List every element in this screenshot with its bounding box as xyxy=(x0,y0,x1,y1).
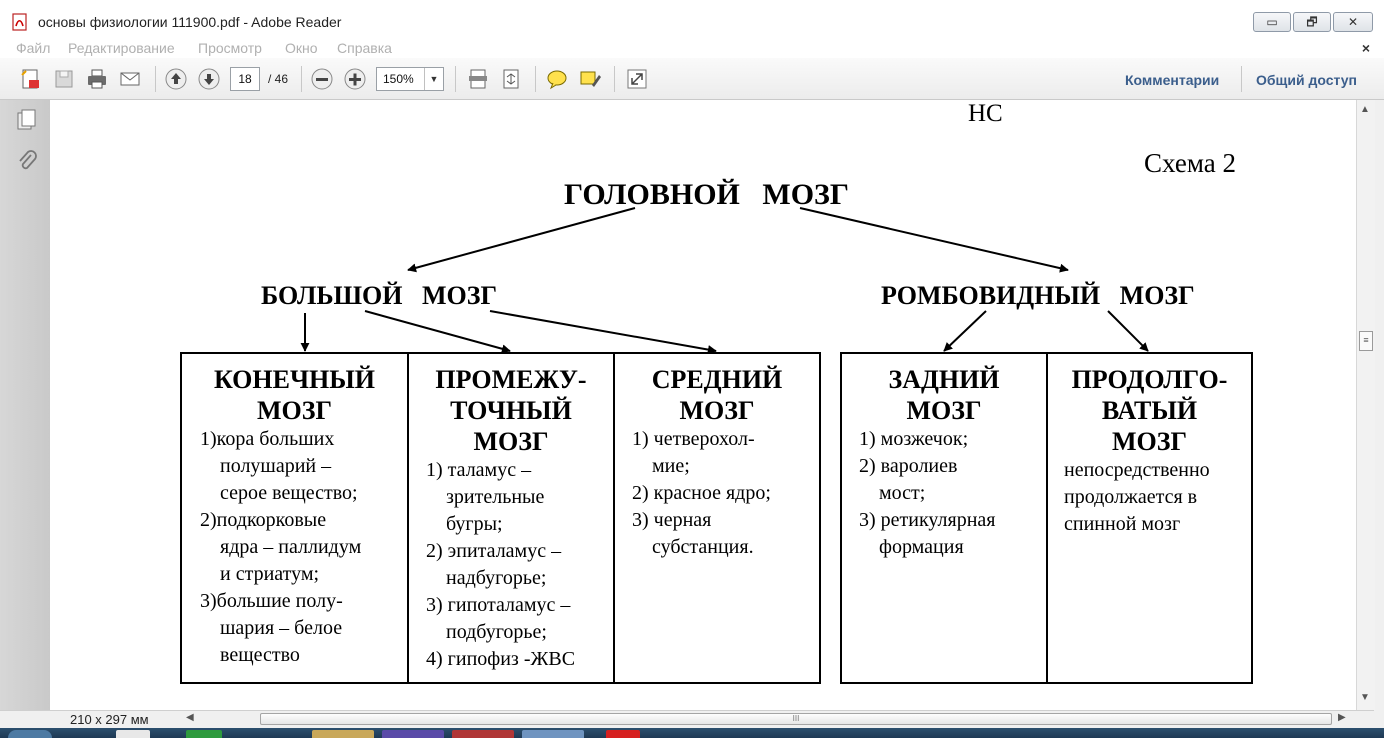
midbrain-text: 1) четверохол- мие; 2) красное ядро; 3) черная субстанция. xyxy=(632,428,771,558)
arrow-to-hindbrain xyxy=(944,311,986,351)
scroll-up-icon[interactable]: ▲ xyxy=(1360,104,1370,115)
arrow-to-medulla xyxy=(1108,311,1148,351)
zoom-out-icon[interactable] xyxy=(310,67,334,91)
fit-page-icon[interactable] xyxy=(499,67,523,91)
restore-button[interactable]: 🗗 xyxy=(1293,12,1331,32)
root-heading: ГОЛОВНОЙ МОЗГ xyxy=(564,178,849,211)
scroll-left-icon[interactable]: ◀ xyxy=(186,712,194,723)
menu-bar xyxy=(0,36,1384,58)
navigation-panel xyxy=(0,100,50,710)
arrow-to-cerebrum xyxy=(408,208,635,270)
adobe-reader-icon xyxy=(12,13,28,31)
diencephalon-title: ПРОМЕЖУ- ТОЧНЫЙ МОЗГ xyxy=(435,365,587,456)
title-bar xyxy=(0,0,1384,36)
scroll-thumb[interactable]: ≡ xyxy=(1359,331,1373,351)
hindbrain-title: ЗАДНИЙ МОЗГ xyxy=(888,365,1000,425)
taskbar-app[interactable] xyxy=(382,730,444,738)
taskbar-app[interactable] xyxy=(186,730,222,738)
arrow-to-rhombencephalon xyxy=(800,208,1068,270)
fit-width-icon[interactable] xyxy=(466,67,490,91)
taskbar xyxy=(0,728,1384,738)
page-number-input[interactable]: 18 xyxy=(230,67,260,91)
page-total: / 46 xyxy=(268,72,289,86)
close-button[interactable]: ✕ xyxy=(1333,12,1373,32)
menu-file[interactable]: Файл xyxy=(16,40,51,56)
arrow-to-diencephalon xyxy=(365,311,510,351)
medulla-title: ПРОДОЛГО- ВАТЫЙ МОЗГ xyxy=(1071,365,1228,456)
save-icon[interactable] xyxy=(52,67,76,91)
toolbar-separator xyxy=(535,66,536,92)
taskbar-app[interactable] xyxy=(116,730,150,738)
page-up-icon[interactable] xyxy=(164,67,188,91)
taskbar-app[interactable] xyxy=(452,730,514,738)
create-pdf-icon[interactable] xyxy=(19,67,43,91)
email-icon[interactable] xyxy=(118,67,142,91)
chevron-down-icon[interactable]: ▼ xyxy=(424,68,443,90)
toolbar-separator xyxy=(1241,66,1242,92)
start-button[interactable] xyxy=(8,730,52,738)
toolbar-separator xyxy=(614,66,615,92)
medulla-text: непосредственно продолжается в спинной мозг xyxy=(1064,459,1210,535)
telencephalon-title: КОНЕЧНЫЙ МОЗГ xyxy=(213,365,376,425)
taskbar-app[interactable] xyxy=(312,730,374,738)
hindbrain-text: 1) мозжечок; 2) варолиев мост; 3) ретикулярная формация xyxy=(859,428,996,558)
share-button[interactable]: Общий доступ xyxy=(1256,72,1357,88)
page-size-label: 210 x 297 мм xyxy=(70,712,149,727)
menu-window[interactable]: Окно xyxy=(285,40,318,56)
comments-button[interactable]: Комментарии xyxy=(1125,72,1220,88)
page-down-icon[interactable] xyxy=(197,67,221,91)
menu-help[interactable]: Справка xyxy=(337,40,392,56)
toolbar-separator xyxy=(301,66,302,92)
toolbar-separator xyxy=(455,66,456,92)
telencephalon-text: 1)кора больших полушарий – серое вещество; 2)подкорковые ядра – паллидум и стриатум; 3)большие полу- шария – белое вещество xyxy=(200,428,362,666)
vertical-scrollbar[interactable] xyxy=(1356,100,1375,710)
horizontal-scrollbar[interactable] xyxy=(180,711,1350,727)
zoom-in-icon[interactable] xyxy=(343,67,367,91)
highlight-icon[interactable] xyxy=(578,67,602,91)
taskbar-app[interactable] xyxy=(522,730,584,738)
print-icon[interactable] xyxy=(85,67,109,91)
zoom-value: 150% xyxy=(383,72,414,86)
close-document-button[interactable]: × xyxy=(1361,40,1370,56)
arrow-to-midbrain xyxy=(490,311,716,351)
menu-edit[interactable]: Редактирование xyxy=(68,40,175,56)
rhombencephalon-heading: РОМБОВИДНЫЙ МОЗГ xyxy=(881,281,1195,310)
diencephalon-text: 1) таламус – зрительные бугры; 2) эпиталамус – надбугорье; 3) гипоталамус – подбугорье; 4) гипофиз -ЖВС xyxy=(426,459,576,670)
attachment-icon[interactable] xyxy=(16,150,38,174)
zoom-select[interactable] xyxy=(376,67,444,91)
comment-icon[interactable] xyxy=(545,67,569,91)
scroll-right-icon[interactable]: ▶ xyxy=(1338,712,1346,723)
top-label: НС xyxy=(968,100,1003,127)
scroll-down-icon[interactable]: ▼ xyxy=(1360,692,1370,703)
horizontal-scroll-thumb[interactable]: III xyxy=(260,713,1332,725)
scheme-label: Схема 2 xyxy=(1144,148,1236,178)
menu-view[interactable]: Просмотр xyxy=(198,40,262,56)
window-title: основы физиологии 111900.pdf - Adobe Reader xyxy=(38,14,342,30)
fullscreen-icon[interactable] xyxy=(625,67,649,91)
cerebrum-heading: БОЛЬШОЙ МОЗГ xyxy=(261,281,498,310)
taskbar-app[interactable] xyxy=(606,730,640,738)
toolbar-separator xyxy=(155,66,156,92)
minimize-button[interactable]: ▭ xyxy=(1253,12,1291,32)
document-view xyxy=(50,100,1356,710)
pages-icon[interactable] xyxy=(16,108,38,132)
midbrain-title: СРЕДНИЙ МОЗГ xyxy=(651,365,783,425)
